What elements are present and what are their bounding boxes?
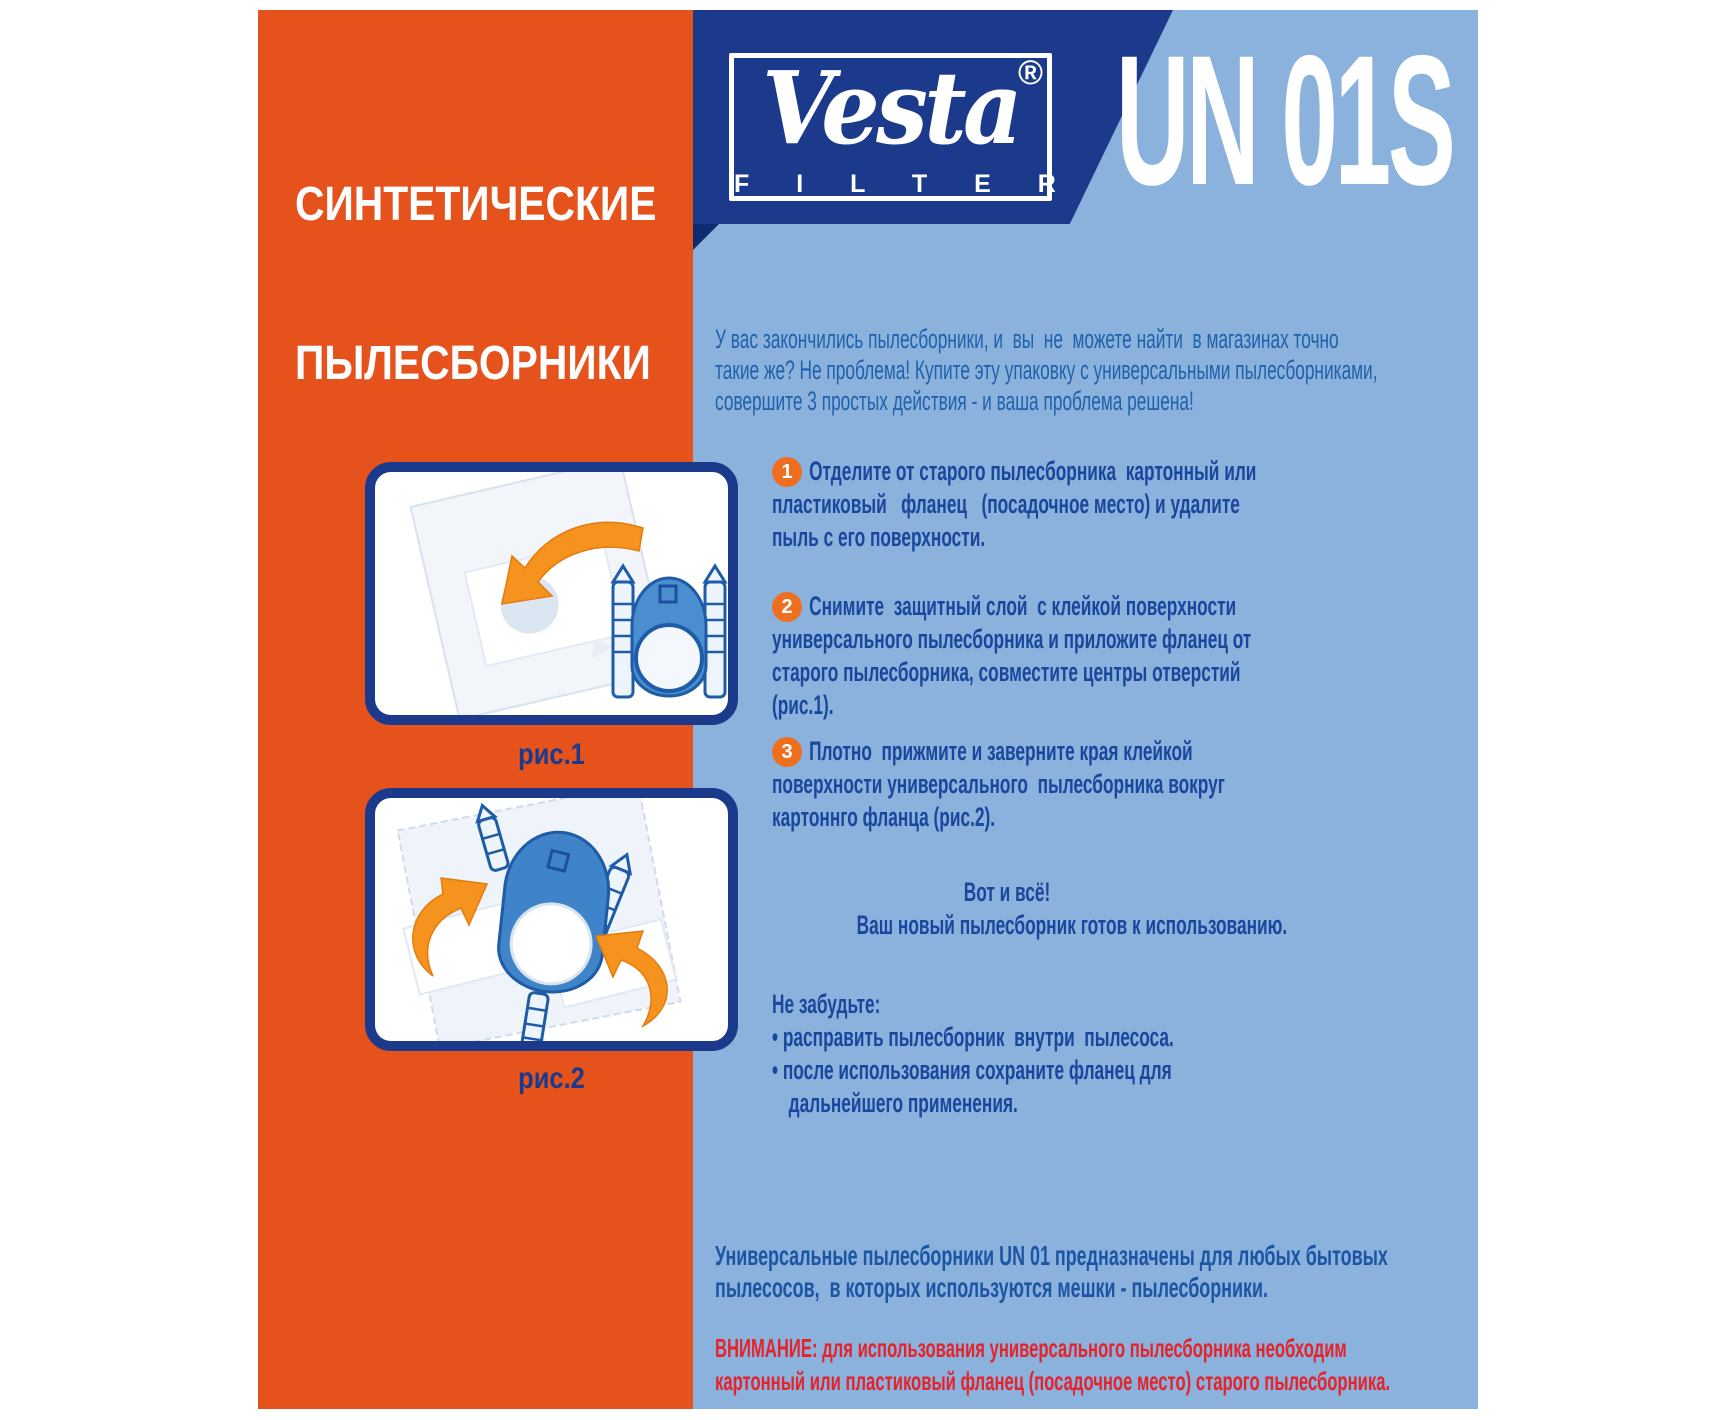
step-line: Отделите от старого пылесборника картонный или bbox=[809, 456, 1257, 486]
step-line: Плотно прижмите и заверните края клейкой bbox=[809, 736, 1193, 766]
reminder-block bbox=[772, 988, 1174, 1120]
poster bbox=[258, 10, 1478, 1409]
step-line: пластиковый фланец (посадочное место) и удалите bbox=[772, 489, 1240, 519]
compatibility-paragraph bbox=[715, 1240, 1388, 1304]
step-2-number-badge: 2 bbox=[772, 592, 802, 622]
step-line: пыль с его поверхности. bbox=[772, 522, 986, 552]
step-3-number-badge: 3 bbox=[772, 737, 802, 767]
step-line: (рис.1). bbox=[772, 690, 834, 720]
intro-line: такие же? Не проблема! Купите эту упаковку с универсальными пылесборниками, bbox=[715, 355, 1378, 385]
figure-1-caption: рис.1 bbox=[518, 738, 585, 771]
vesta-logo-wordmark: Vesta bbox=[762, 49, 1019, 167]
product-title bbox=[295, 72, 656, 496]
flange bbox=[613, 566, 725, 697]
vesta-logo bbox=[718, 42, 1076, 212]
reminder-bullet: • расправить пылесборник внутри пылесоса. bbox=[772, 1022, 1174, 1052]
step-1-text bbox=[772, 455, 1257, 554]
warning-line: картонный или пластиковый фланец (посадочное место) старого пылесборника. bbox=[715, 1366, 1391, 1396]
warning-line: ВНИМАНИЕ: для использования универсального пылесборника необходим bbox=[715, 1333, 1347, 1363]
registered-trademark-icon: ® bbox=[1017, 54, 1043, 92]
reminder-bullet: • после использования сохраните фланец для bbox=[772, 1055, 1172, 1085]
flange-hole bbox=[636, 625, 702, 691]
step-line: универсального пылесборника и приложите фланец от bbox=[772, 624, 1252, 654]
step-2-text bbox=[772, 590, 1252, 722]
figure-2-image bbox=[375, 798, 728, 1041]
completion-note-line1: Вот и всё! bbox=[963, 877, 1051, 907]
vesta-logo-subtitle: F I L T E R bbox=[734, 170, 1076, 198]
product-title-line2: ПЫЛЕСБОРНИКИ bbox=[295, 337, 651, 390]
figure-2-caption: рис.2 bbox=[518, 1062, 585, 1095]
figure-2-box bbox=[365, 788, 738, 1051]
step-1-number-badge: 1 bbox=[772, 457, 802, 487]
completion-note bbox=[856, 876, 1288, 942]
completion-note-line2: Ваш новый пылесборник готов к использованию. bbox=[856, 910, 1288, 940]
step-line: картоннго фланца (рис.2). bbox=[772, 802, 996, 832]
step-line: поверхности универсального пылесборника вокруг bbox=[772, 769, 1225, 799]
warning-paragraph bbox=[715, 1332, 1390, 1398]
step-line: старого пылесборника, совместите центры отверстий bbox=[772, 657, 1241, 687]
figure-1-image bbox=[375, 472, 728, 715]
step-3-text bbox=[772, 735, 1225, 834]
intro-line: совершите 3 простых действия - и ваша проблема решена! bbox=[715, 386, 1194, 416]
compatibility-line: Универсальные пылесборники UN 01 предназначены для любых бытовых bbox=[715, 1240, 1388, 1271]
reminder-bullet-continuation: дальнейшего применения. bbox=[788, 1088, 1018, 1118]
header-band-fold bbox=[693, 224, 719, 250]
intro-paragraph bbox=[715, 324, 1378, 417]
compatibility-line: пылесосов, в которых используются мешки - пылесборники. bbox=[715, 1272, 1268, 1303]
figure-1-box bbox=[365, 462, 738, 725]
model-number: UN 01S bbox=[1116, 18, 1453, 224]
step-line: Снимите защитный слой с клейкой поверхности bbox=[809, 591, 1237, 621]
intro-line: У вас закончились пылесборники, и вы не можете найти в магазинах точно bbox=[715, 324, 1339, 354]
product-title-line1: СИНТЕТИЧЕСКИЕ bbox=[295, 178, 657, 231]
reminder-title: Не забудьте: bbox=[772, 989, 881, 1019]
